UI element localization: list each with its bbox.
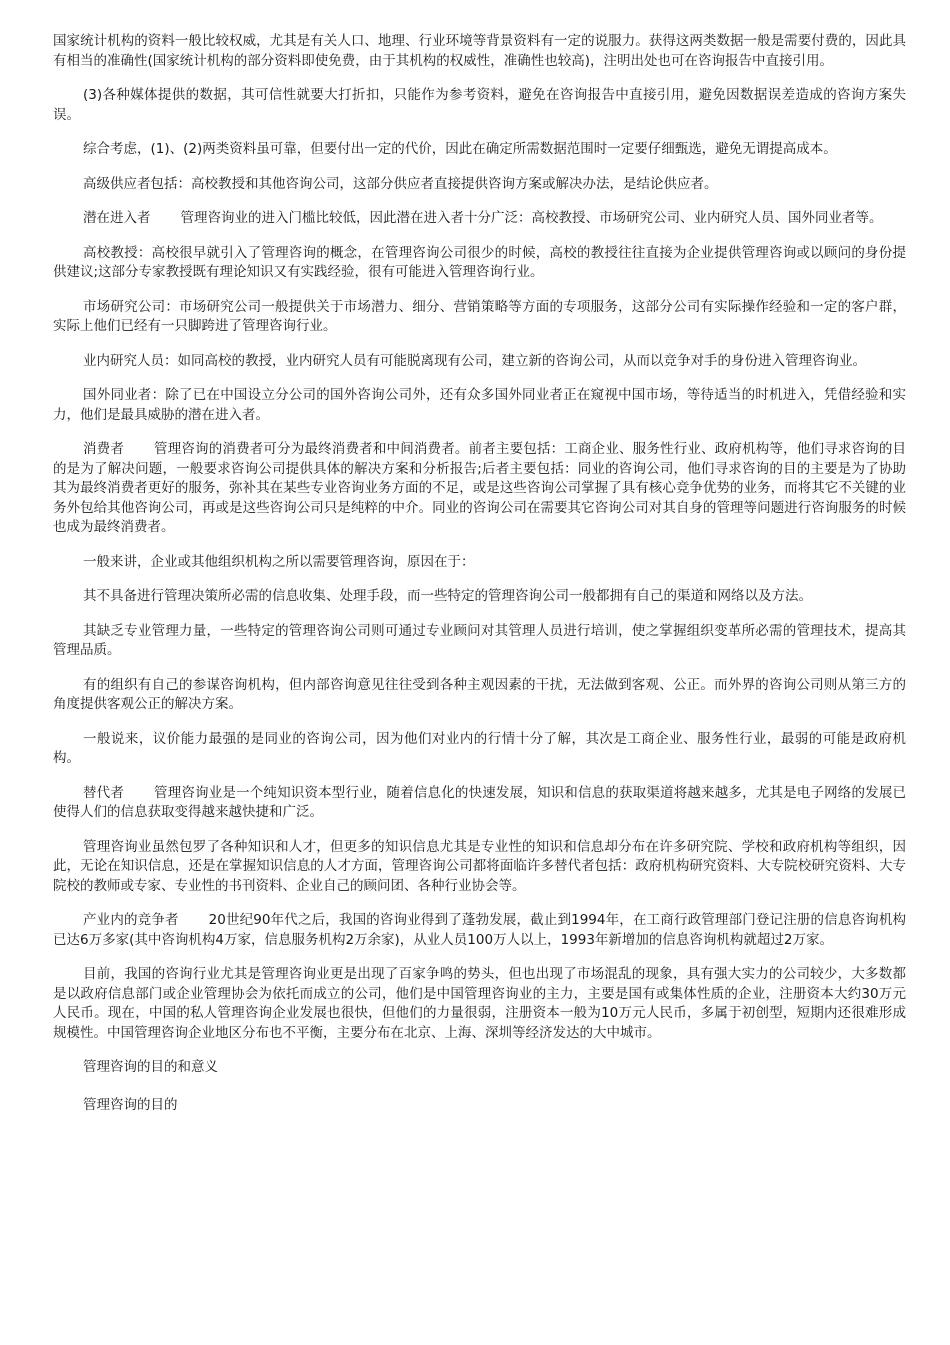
term-potential-entrants: 潜在进入者 (83, 210, 151, 226)
term-competitors: 产业内的竞争者 (83, 912, 179, 928)
document-page (53, 32, 906, 1133)
paragraph-consumers (53, 440, 906, 538)
paragraph-competitors (53, 911, 906, 950)
paragraph-industry-status: 目前，我国的咨询行业尤其是管理咨询业更是出现了百家争鸣的势头，但也出现了市场混乱的现象，具有强大实力的公司较少，大多数都是以政府信息部门或企业管理协会为依托而成立的公司，他们是中国管理咨询业的主力，主要是国有或集体性质的企业，注册资本大约30万元人民币。现在，中国的私人管理咨询企业发展也很快，但他们的力量很弱，注册资本一般为10万元人民币，多属于初创型，短期内还很难形成规模性。中国管理咨询企业地区分布也不平衡，主要分布在北京、上海、深圳等经济发达的大中城市。 (53, 966, 906, 1041)
paragraph-reason-objectivity: 有的组织有自己的参谋咨询机构，但内部咨询意见往往受到各种主观因素的干扰，无法做到客观、公正。而外界的咨询公司则从第三方的角度提供客观公正的解决方案。 (53, 676, 906, 712)
text-consumers: 管理咨询的消费者可分为最终消费者和中间消费者。前者主要包括：工商企业、服务性行业、政府机构等，他们寻求咨询的目的是为了解决问题，一般要求咨询公司提供具体的解决方案和分析报告;后者主要包括：同业的咨询公司，他们寻求咨询的目的主要是为了协助其为最终消费者更好的服务，弥补其在某些专业咨询业务方面的不足，或是这些咨询公司掌握了具有核心竞争优势的业务，而将其它不关键的业务外包给其他咨询公司，再或是这些咨询公司只是纯粹的中介。同业的咨询公司在需要其它咨询公司对其自身的管理等问题进行咨询服务的时候也成为最终消费者。 (53, 441, 907, 535)
paragraph-foreign-peers: 国外同业者：除了已在中国设立分公司的国外咨询公司外，还有众多国外同业者正在窥视中国市场，等待适当的时机进入，凭借经验和实力，他们是最具威胁的潜在进入者。 (53, 387, 906, 423)
paragraph-reasons-intro: 一般来讲，企业或其他组织机构之所以需要管理咨询，原因在于： (83, 553, 475, 570)
heading-purpose: 管理咨询的目的 (83, 1096, 178, 1113)
paragraph-substitutes (53, 784, 906, 823)
paragraph-media-data: (3)各种媒体提供的数据，其可信性就要大打折扣，只能作为参考资料，避免在咨询报告中直接引用，避免因数据误差造成的咨询方案失误。 (53, 87, 906, 123)
paragraph-bargaining-power: 一般说来，议价能力最强的是同业的咨询公司，因为他们对业内的行情十分了解，其次是工商企业、服务性行业，最弱的可能是政府机构。 (53, 730, 906, 766)
paragraph-substitute-list: 管理咨询业虽然包罗了各种知识和人才，但更多的知识信息尤其是专业性的知识和信息却分布在许多研究院、学校和政府机构等组织，因此，无论在知识信息，还是在掌握知识信息的人才方面，管理咨询公司都将面临许多替代者包括：政府机构研究资料、大专院校研究资料、大专院校的教师或专家、专业性的书刊资料、企业自己的顾问团、各种行业协会等。 (53, 838, 906, 894)
paragraph-senior-suppliers: 高级供应者包括：高校教授和其他咨询公司，这部分供应者直接提供咨询方案或解决办法，是结论供应者。 (83, 175, 718, 192)
paragraph-market-research: 市场研究公司：市场研究公司一般提供关于市场潜力、细分、营销策略等方面的专项服务，这部分公司有实际操作经验和一定的客户群，实际上他们已经有一只脚跨进了管理咨询行业。 (53, 298, 906, 334)
paragraph-summary: 综合考虑，(1)、(2)两类资料虽可靠，但要付出一定的代价，因此在确定所需数据范围时一定要仔细甄选，避免无谓提高成本。 (83, 141, 837, 157)
paragraph-reason-information: 其不具备进行管理决策所必需的信息收集、处理手段，而一些特定的管理咨询公司一般都拥有自己的渠道和网络以及方法。 (83, 588, 812, 604)
text-potential-entrants: 管理咨询业的进入门槛比较低，因此潜在进入者十分广泛：高校教授、市场研究公司、业内研究人员、国外同业者等。 (180, 210, 883, 226)
term-consumers: 消费者 (83, 441, 125, 457)
text-substitutes: 管理咨询业是一个纯知识资本型行业，随着信息化的快速发展，知识和信息的获取渠道将越来越多，尤其是电子网络的发展已使得人们的信息获取变得越来越快捷和广泛。 (53, 784, 907, 820)
term-substitutes: 替代者 (83, 784, 125, 801)
paragraph-professors: 高校教授：高校很早就引入了管理咨询的概念，在管理咨询公司很少的时候，高校的教授往往直接为企业提供管理咨询或以顾问的身份提供建议;这部分专家教授既有理论知识又有实践经验，很有可能进入管理咨询行业。 (53, 244, 906, 280)
paragraph-potential-entrants (53, 209, 906, 229)
paragraph-industry-researchers: 业内研究人员：如同高校的教授，业内研究人员有可能脱离现有公司，建立新的咨询公司，从而以竞争对手的身份进入管理咨询业。 (83, 352, 866, 369)
paragraph-reason-management: 其缺乏专业管理力量，一些特定的管理咨询公司则可通过专业顾问对其管理人员进行培训，使之掌握组织变革所必需的管理技术，提高其管理品质。 (53, 622, 906, 658)
paragraph-statistics-sources: 国家统计机构的资料一般比较权威，尤其是有关人口、地理、行业环境等背景资料有一定的说服力。获得这两类数据一般是需要付费的，因此具有相当的准确性(国家统计机构的部分资料即使免费，由于其机构的权威性，准确性也较高)，注明出处也可在咨询报告中直接引用。 (53, 33, 906, 69)
heading-purpose-and-meaning: 管理咨询的目的和意义 (83, 1059, 218, 1075)
text-competitors: 20世纪90年代之后，我国的咨询业得到了蓬勃发展，截止到1994年，在工商行政管理部门登记注册的信息咨询机构已达6万多家(其中咨询机构4万家，信息服务机构2万余家)，从业人员100万人以上，1993年新增加的信息咨询机构就超过2万家。 (53, 912, 907, 948)
